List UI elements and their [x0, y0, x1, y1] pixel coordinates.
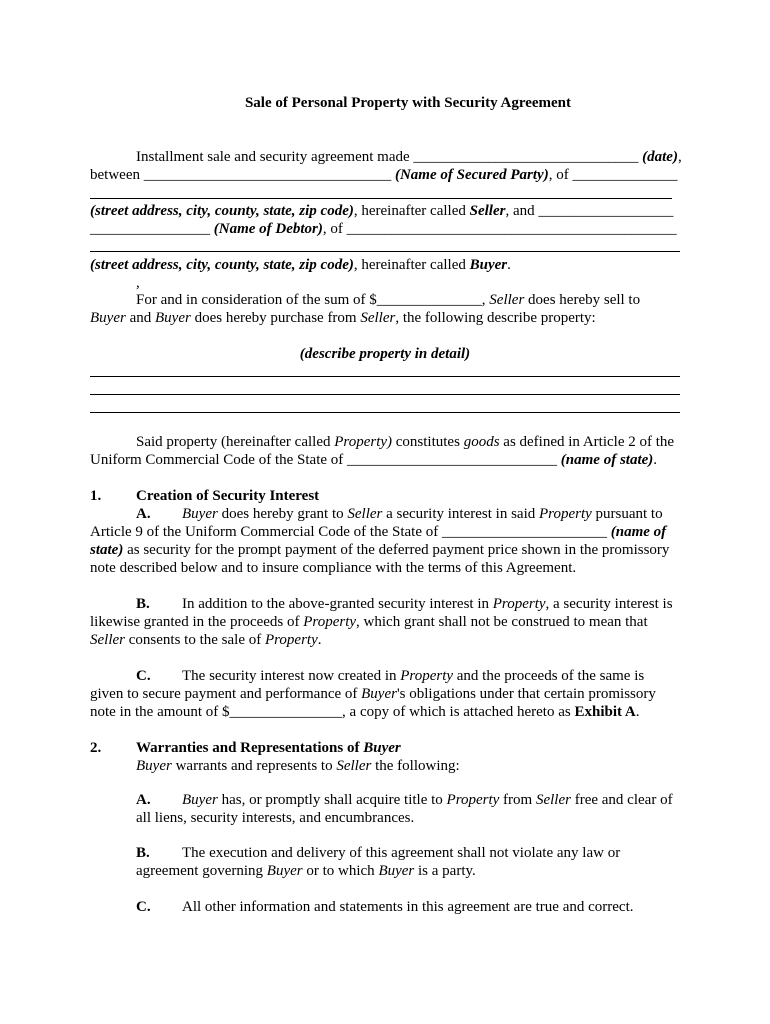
consideration-text: For and in consideration of the sum of $______________,: [136, 292, 490, 308]
s1a-line-2: [90, 523, 666, 541]
s2-intro: [136, 757, 460, 775]
state-label: (name of: [610, 524, 667, 540]
s2a-text: from: [499, 792, 536, 808]
seller-term: Seller: [90, 632, 125, 648]
s1a-line-1: [136, 505, 663, 523]
intro-text: ________________: [90, 221, 214, 237]
document-title: Sale of Personal Property with Security Agreement: [244, 95, 572, 111]
exhibit-a-term: Exhibit A: [574, 704, 636, 720]
state-label: state): [90, 542, 124, 558]
seller-term: Seller: [489, 292, 525, 308]
s2c-line-1: [136, 898, 634, 916]
section-1-number: 1.: [90, 488, 102, 504]
subsection-label: B.: [136, 845, 150, 861]
s2a-line-2: all liens, security interests, and encumbrances.: [136, 810, 415, 826]
goods-line-2: [90, 451, 657, 469]
consideration-text: does hereby purchase from: [190, 310, 361, 326]
blank-rule: [90, 394, 680, 395]
describe-property-label: (describe property in detail): [299, 346, 471, 362]
intro-text: ,: [677, 149, 682, 165]
subsection-label: B.: [136, 596, 150, 612]
property-term: Property: [264, 632, 318, 648]
intro-text: between _________________________________: [90, 167, 395, 183]
subsection-label: C.: [136, 899, 151, 915]
consideration-line-1: [136, 291, 640, 309]
s1c-text: 's obligations under that certain promissory: [396, 686, 656, 702]
s1a-text: pursuant to: [591, 506, 663, 522]
property-term: Property: [303, 614, 357, 630]
property-term: Property: [400, 668, 454, 684]
s1c-text: .: [635, 704, 640, 720]
s2-text: warrants and represents to: [171, 758, 337, 774]
intro-text: , of ____________________________________________: [322, 221, 677, 237]
s2a-text: free and clear of: [570, 792, 673, 808]
s1c-line-2: [90, 685, 656, 703]
intro-text: .: [507, 257, 511, 273]
consideration-text: , the following describe property:: [395, 310, 596, 326]
s1a-line-4: note described below and to insure compliance with the terms of this Agreement.: [90, 560, 577, 576]
s2b-line-2: [136, 862, 476, 880]
buyer-term: Buyer: [90, 310, 126, 326]
goods-text: Said property (hereinafter called: [136, 434, 335, 450]
goods-text: constitutes: [392, 434, 464, 450]
intro-line-1: [136, 148, 682, 166]
blank-rule: [90, 251, 680, 252]
buyer-term: Buyer: [363, 740, 401, 756]
s2-text: the following:: [371, 758, 460, 774]
buyer-term: Buyer: [469, 257, 508, 273]
section-1-heading: Creation of Security Interest: [136, 488, 320, 504]
intro-text: , hereinafter called: [353, 257, 470, 273]
property-term: Property: [539, 506, 592, 522]
s1c-text: given to secure payment and performance of: [90, 686, 362, 702]
s1c-line-1: [136, 667, 644, 685]
section-2-heading-text: Warranties and Representations of: [136, 740, 364, 756]
intro-text: , of ______________: [548, 167, 678, 183]
buyer-term: Buyer: [266, 863, 303, 879]
s1a-line-3: [90, 541, 669, 559]
subsection-label: A.: [136, 506, 151, 522]
address-label: (street address, city, county, state, zip code): [90, 257, 354, 273]
stray-comma: ,: [136, 275, 140, 291]
date-label: (date): [642, 149, 678, 165]
s2b-text: or to which: [302, 863, 379, 879]
s1a-text: a security interest in said: [382, 506, 539, 522]
s2c-text: All other information and statements in this agreement are true and correct.: [182, 899, 634, 915]
s1c-text: note in the amount of $_______________, a copy of which is attached hereto as: [90, 704, 575, 720]
s1b-line-2: [90, 613, 648, 631]
s1b-text: .: [317, 632, 322, 648]
s1b-line-1: [136, 595, 673, 613]
consideration-text: does hereby sell to: [524, 292, 641, 308]
s1c-line-3: [90, 703, 640, 721]
s1c-text: The security interest now created in: [182, 668, 401, 684]
buyer-term: Buyer: [182, 792, 218, 808]
intro-text: Installment sale and security agreement made ______________________________: [136, 149, 643, 165]
secured-party-label: (Name of Secured Party): [394, 167, 549, 183]
property-term: Property): [334, 434, 393, 450]
intro-line-5: [90, 220, 677, 238]
intro-line-2: [90, 166, 677, 184]
s1b-text: , which grant shall not be construed to mean that: [356, 614, 648, 630]
s2a-line-1: [136, 791, 673, 809]
goods-line-1: [136, 433, 674, 451]
seller-term: Seller: [360, 310, 396, 326]
debtor-label: (Name of Debtor): [213, 221, 323, 237]
s1a-text: Article 9 of the Uniform Commercial Code of the State of ______________________: [90, 524, 611, 540]
buyer-term: Buyer: [361, 686, 397, 702]
consideration-line-2: [90, 309, 596, 327]
s1a-text: does hereby grant to: [217, 506, 348, 522]
s1b-text: , a security interest is: [545, 596, 673, 612]
s1b-text: likewise granted in the proceeds of: [90, 614, 304, 630]
property-term: Property: [492, 596, 546, 612]
subsection-label: C.: [136, 668, 151, 684]
s2b-text: agreement governing: [136, 863, 267, 879]
blank-rule: [90, 376, 680, 377]
blank-rule: [90, 198, 672, 199]
section-2-heading: [136, 739, 401, 757]
buyer-term: Buyer: [182, 506, 218, 522]
intro-line-4: [90, 202, 673, 220]
subsection-label: A.: [136, 792, 151, 808]
s1b-line-3: [90, 631, 321, 649]
buyer-term: Buyer: [378, 863, 415, 879]
s1a-text: as security for the prompt payment of the deferred payment price shown in the promissory: [123, 542, 670, 558]
seller-term: Seller: [469, 203, 506, 219]
intro-text: , and __________________: [505, 203, 674, 219]
s2b-text: The execution and delivery of this agreement shall not violate any law or: [182, 845, 621, 861]
seller-term: Seller: [535, 792, 571, 808]
buyer-term: Buyer: [155, 310, 191, 326]
s2b-line-1: [136, 844, 620, 862]
s1c-text: and the proceeds of the same is: [453, 668, 645, 684]
intro-text: , hereinafter called: [353, 203, 470, 219]
seller-term: Seller: [347, 506, 383, 522]
seller-term: Seller: [336, 758, 372, 774]
goods-text: as defined in Article 2 of the: [499, 434, 675, 450]
address-label: (street address, city, county, state, zip code): [90, 203, 354, 219]
s2a-text: has, or promptly shall acquire title to: [217, 792, 447, 808]
s2b-text: is a party.: [414, 863, 476, 879]
section-2-number: 2.: [90, 740, 102, 756]
state-label: (name of state): [560, 452, 654, 468]
goods-term: goods: [463, 434, 500, 450]
s1b-text: consents to the sale of: [125, 632, 265, 648]
blank-rule: [90, 412, 680, 413]
buyer-term: Buyer: [136, 758, 172, 774]
s1b-text: In addition to the above-granted security interest in: [182, 596, 493, 612]
property-term: Property: [446, 792, 500, 808]
goods-text: .: [653, 452, 658, 468]
goods-text: Uniform Commercial Code of the State of ____________________________: [90, 452, 561, 468]
consideration-text: and: [125, 310, 155, 326]
intro-line-7: [90, 256, 511, 274]
